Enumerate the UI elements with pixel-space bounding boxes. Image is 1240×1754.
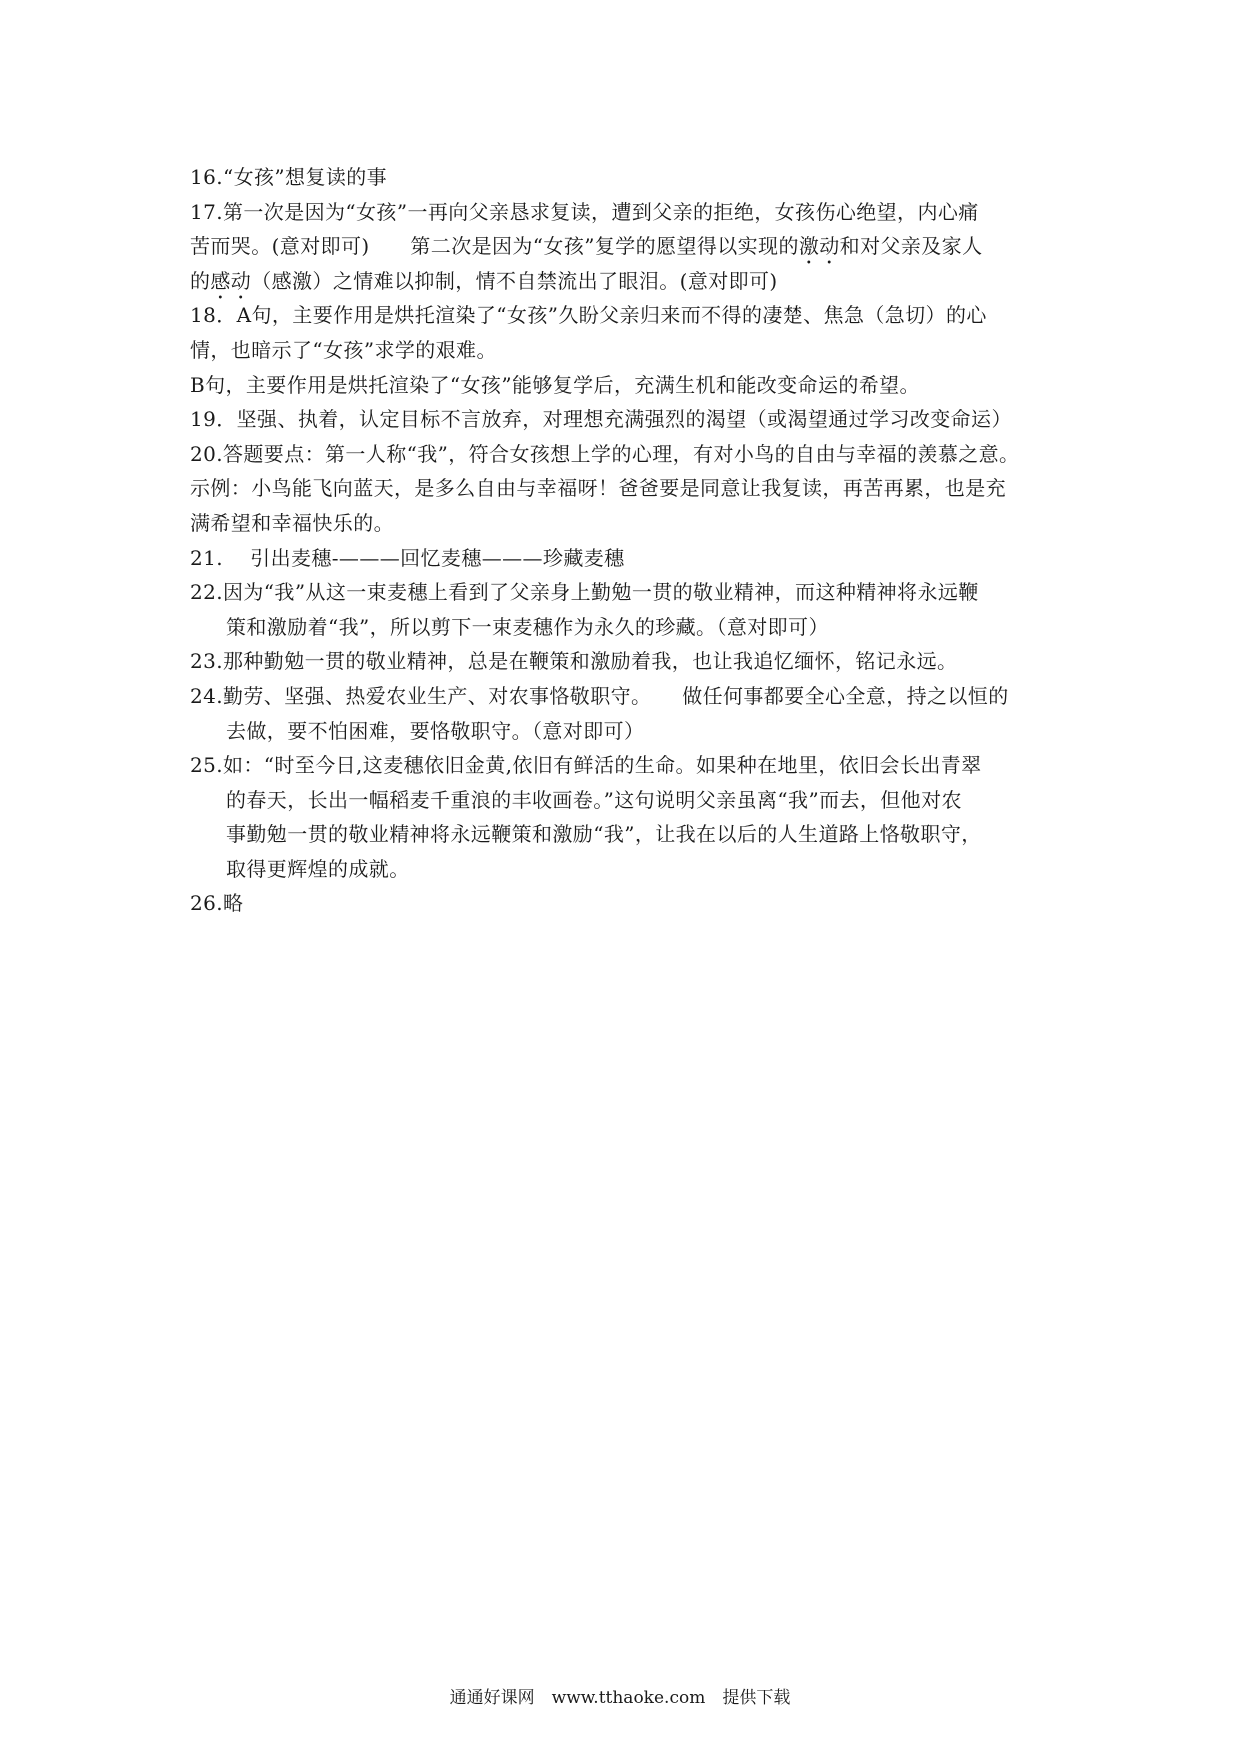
answer-25-line-1: 25.如：“时至今日,这麦穗依旧金黄,依旧有鲜活的生命。如果种在地里，依旧会长出青翠 (190, 753, 982, 778)
answer-16: 16.“女孩”想复读的事 (190, 165, 388, 189)
answer-19: 19．坚强、执着，认定目标不言放弃，对理想充满强烈的渴望（或渴望通过学习改变命运） (190, 407, 1012, 432)
answer-24-line-2: 去做，要不怕困难，要恪敬职守。（意对即可） (226, 718, 645, 743)
page-footer: 通通好课网 www.tthaoke.com 提供下载 (449, 1688, 791, 1708)
answer-17-line-3 (190, 264, 1070, 299)
answer-23: 23.那种勤勉一贯的敬业精神，总是在鞭策和激励着我，也让我追忆缅怀，铭记永远。 (190, 649, 958, 674)
answer-17-text: 的 (190, 268, 211, 293)
answer-26: 26.略 (190, 891, 244, 916)
answer-17-text: （感激）之情难以抑制，情不自禁流出了眼泪。(意对即可) (251, 268, 778, 293)
answer-17-text: 和对父亲及家人 (839, 234, 983, 259)
answer-17-line-2 (190, 229, 1070, 264)
answer-25-line-4: 取得更辉煌的成就。 (226, 856, 410, 881)
emphasized-word: 激动 (798, 234, 840, 259)
answer-17-line-1: 17.第一次是因为“女孩”一再向父亲恳求复读，遭到父亲的拒绝，女孩伤心绝望，内心痛 (190, 199, 979, 224)
answer-21: 21. 引出麦穗-———回忆麦穗———珍藏麦穗 (190, 545, 625, 570)
answer-20-line-2: 示例：小鸟能飞向蓝天，是多么自由与幸福呀！爸爸要是同意让我复读，再苦再累，也是充 (190, 476, 1006, 501)
answer-20-line-3: 满希望和幸福快乐的。 (190, 510, 394, 535)
answer-25-line-2: 的春天，长出一幅稻麦千重浪的丰收画卷。”这句说明父亲虽离“我”而去，但他对农 (226, 787, 962, 812)
answer-18-line-2: 情，也暗示了“女孩”求学的艰难。 (190, 337, 497, 362)
answer-17-text: 苦而哭。(意对即可) 第二次是因为“女孩”复学的愿望得以实现的 (190, 234, 799, 259)
answer-18-line-3: B句，主要作用是烘托渲染了“女孩”能够复学后，充满生机和能改变命运的希望。 (190, 372, 920, 397)
answer-20-line-1: 20.答题要点：第一人称“我”，符合女孩想上学的心理，有对小鸟的自由与幸福的羡慕之意。 (190, 441, 1020, 466)
answer-24-line-1: 24.勤劳、坚强、热爱农业生产、对农事恪敬职守。 做任何事都要全心全意，持之以恒的 (190, 683, 1009, 708)
answer-18-line-1: 18．A句，主要作用是烘托渲染了“女孩”久盼父亲归来而不得的凄楚、焦急（急切）的心 (190, 303, 987, 328)
emphasized-word: 感动 (210, 268, 252, 293)
answer-22-line-1: 22.因为“我”从这一束麦穗上看到了父亲身上勤勉一贯的敬业精神，而这种精神将永远鞭 (190, 580, 979, 605)
answer-25-line-3: 事勤勉一贯的敬业精神将永远鞭策和激励“我”，让我在以后的人生道路上恪敬职守， (226, 822, 982, 847)
answer-22-line-2: 策和激励着“我”，所以剪下一束麦穗作为永久的珍藏。（意对即可） (226, 614, 829, 639)
answer-list (190, 160, 1070, 921)
